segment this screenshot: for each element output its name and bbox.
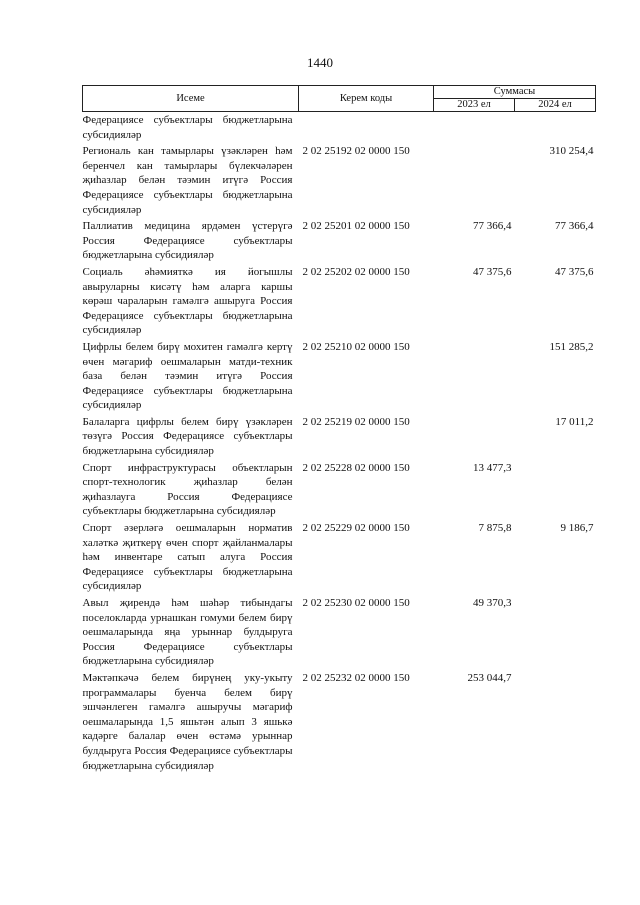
row-sum-2023: 49 370,3 [473,597,512,609]
table-row [83,415,596,461]
row-name: Социаль әһәмияткә ия йогышлы авыруларны кисәтү һәм аларга каршы көрәш чараларын гамәлгә ашыруга Россия Федерациясе субъектлары бюджетларына субсидияләр [82,265,293,337]
table-row [83,671,596,775]
header-name: Исеме [83,86,299,112]
row-name: Паллиатив медицина ярдәмен үстерүгә Россия Федерациясе субъектлары бюджетларына субсидияләр [82,220,293,262]
row-name: Авыл җирендә һәм шәһәр тибындагы поселокларда урнашкан гомуми белем бирү оешмаларында яңа урыннар булдыруга Россия Федерациясе субъектлары бюджетларына субсидияләр [82,597,293,668]
row-code: 2 02 25228 02 0000 150 [302,461,410,474]
row-name: Спорт инфраструктурасы объектларын спорт-технологик җиһазлар белән җиһазлауга Россия Федерациясе субъектлары бюджетларына субсидияләр [82,461,293,518]
row-sum-2023: 7 875,8 [478,522,512,535]
row-sum-2023: 13 477,3 [473,461,512,474]
row-name: Цифрлы белем бирү мохитен гамәлгә кертү өчен мәгариф оешмаларын матди-техник база белән тәэмин итүгә Россия Федерациясе субъектлары бюджетларына субсидияләр [82,340,293,412]
table-row [83,596,596,671]
row-name: Мәктәпкәчә белем бирүнең уку-укыту программалары буенча белем бирү эшчәнлеген гамәлгә ашыручы мәгариф оешмаларында 1,5 яшьтән алып 3 яшькә кадәрге балалар өчен өстәмә урыннар булдыруга Россия Федерациясе субъектлары бюджетларына субсидияләр [82,671,293,772]
row-sum-2023: 47 375,6 [473,265,512,278]
row-code: 2 02 25210 02 0000 150 [302,340,410,353]
row-sum-2023 [434,144,515,219]
row-sum-2024: 9 186,7 [560,522,594,535]
header-year-2024: 2024 ел [515,99,596,112]
row-code [299,112,434,145]
table-header [83,86,596,112]
row-sum-2024: 310 254,4 [549,145,594,158]
row-sum-2024: 47 375,6 [555,265,594,278]
row-sum-2024: 151 285,2 [549,340,594,353]
row-name: Федерациясе субъектлары бюджетларына субсидияләр [82,114,293,141]
table-row [83,219,596,265]
row-sum-2024 [515,671,596,775]
row-name: Балаларга цифрлы белем бирү үзәкләрен төзүгә Россия Федерациясе субъектлары бюджетларына субсидияләр [82,415,293,458]
table-row [83,461,596,521]
header-sums: Суммасы [434,86,596,99]
row-sum-2023: 253 044,7 [467,671,512,684]
row-code: 2 02 25229 02 0000 150 [302,522,410,535]
row-code: 2 02 25201 02 0000 150 [302,220,410,233]
row-name: Спорт әзерләгә оешмаларын норматив халәткә җиткерү өчен спорт җайланмалары һәм инвентаре сатып алуга Россия Федерациясе субъектлары бюджетларына субсидияләр [82,522,293,593]
row-sum-2023 [434,112,515,145]
table-row [83,144,596,219]
table-row [83,521,596,596]
budget-table [82,85,596,775]
row-sum-2023 [434,340,515,415]
table-body [83,112,596,776]
row-sum-2024 [515,596,596,671]
header-year-2023: 2023 ел [434,99,515,112]
page-number: 1440 [307,55,333,70]
table-row [83,340,596,415]
row-name: Региональ кан тамырлары үзәкләрен һәм беренчел кан тамырлары бүлекчәләрен җиһазлар белән тәэмин итүгә Россия Федерациясе субъектлары бюджетларына субсидияләр [82,145,293,216]
row-sum-2024 [515,112,596,145]
header-code: Керем коды [299,86,434,112]
row-sum-2023: 77 366,4 [473,220,512,233]
table-row [83,265,596,340]
row-code: 2 02 25219 02 0000 150 [302,415,410,428]
row-sum-2024: 17 011,2 [555,415,594,428]
row-code: 2 02 25230 02 0000 150 [302,597,410,609]
row-code: 2 02 25232 02 0000 150 [302,671,410,684]
row-sum-2024: 77 366,4 [555,220,594,233]
row-sum-2023 [434,415,515,461]
row-sum-2024 [515,461,596,521]
table-row [83,112,596,145]
row-code: 2 02 25202 02 0000 150 [302,265,410,278]
row-code: 2 02 25192 02 0000 150 [302,145,410,158]
